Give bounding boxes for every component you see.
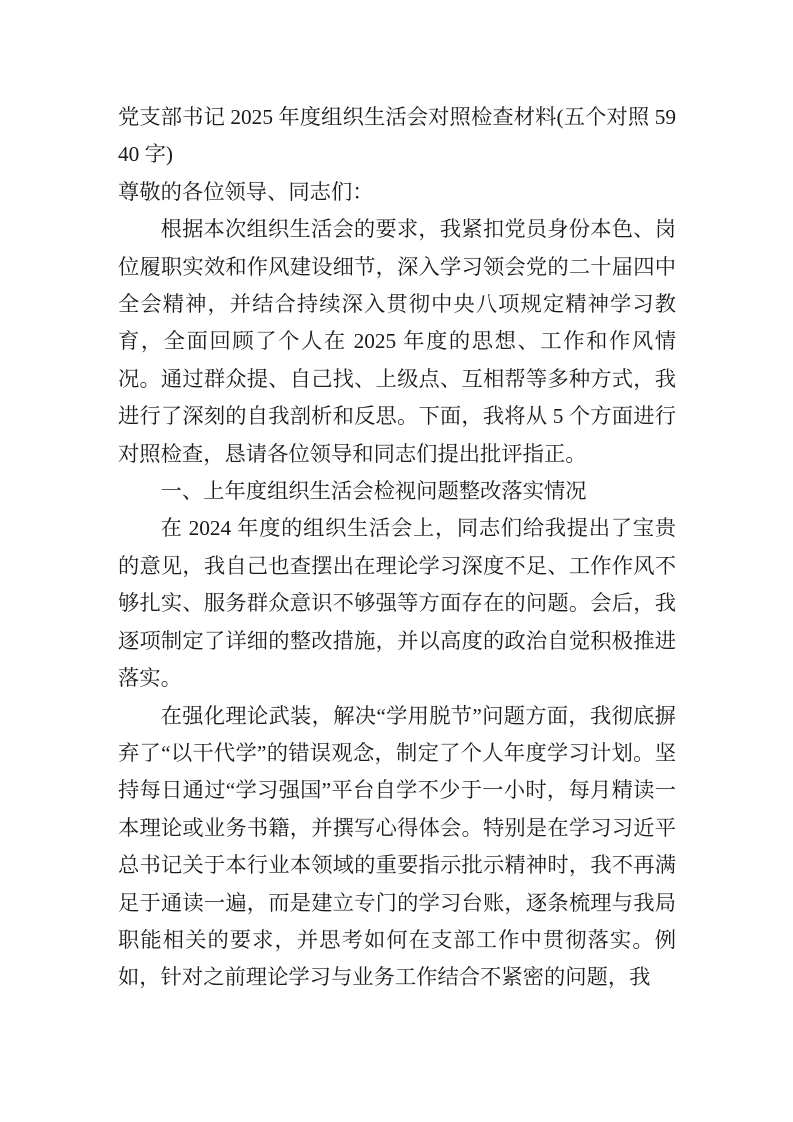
intro-paragraph: 根据本次组织生活会的要求，我紧扣党员身份本色、岗位履职实效和作风建设细节，深入学习领会党的二十届四中全会精神，并结合持续深入贯彻中央八项规定精神学习教育，全面回顾了个人在 2025 年度的思想、工作和作风情况。通过群众提、自己找、上级点、互相帮等多种方式，我进行了深刻的自我剖析和反思。下面，我将从 5 个方面进行对照检查，恳请各位领导和同志们提出批评指正。: [118, 217, 676, 466]
document-title: 党支部书记 2025 年度组织生活会对照检查材料(五个对照 5940 字): [118, 105, 676, 167]
body-paragraph-2: 在强化理论武装，解决“学用脱节”问题方面，我彻底摒弃了“以干代学”的错误观念，制定了个人年度学习计划。坚持每日通过“学习强国”平台自学不少于一小时，每月精读一本理论或业务书籍，并撰写心得体会。特别是在学习习近平总书记关于本行业本领域的重要指示批示精神时，我不再满足于通读一遍，而是建立专门的学习台账，逐条梳理与我局职能相关的要求，并思考如何在支部工作中贯彻落实。例如，针对之前理论学习与业务工作结合不紧密的问题，我: [118, 703, 676, 990]
salutation-line: 尊敬的各位领导、同志们：: [118, 179, 374, 204]
section-heading-1: 一、上年度组织生活会检视问题整改落实情况: [160, 479, 587, 504]
body-paragraph-1: 在 2024 年度的组织生活会上，同志们给我提出了宝贵的意见，我自己也查摆出在理论学习深度不足、工作作风不够扎实、服务群众意识不够强等方面存在的问题。会后，我逐项制定了详细的整改措施，并以高度的政治自觉积极推进落实。: [118, 516, 676, 691]
